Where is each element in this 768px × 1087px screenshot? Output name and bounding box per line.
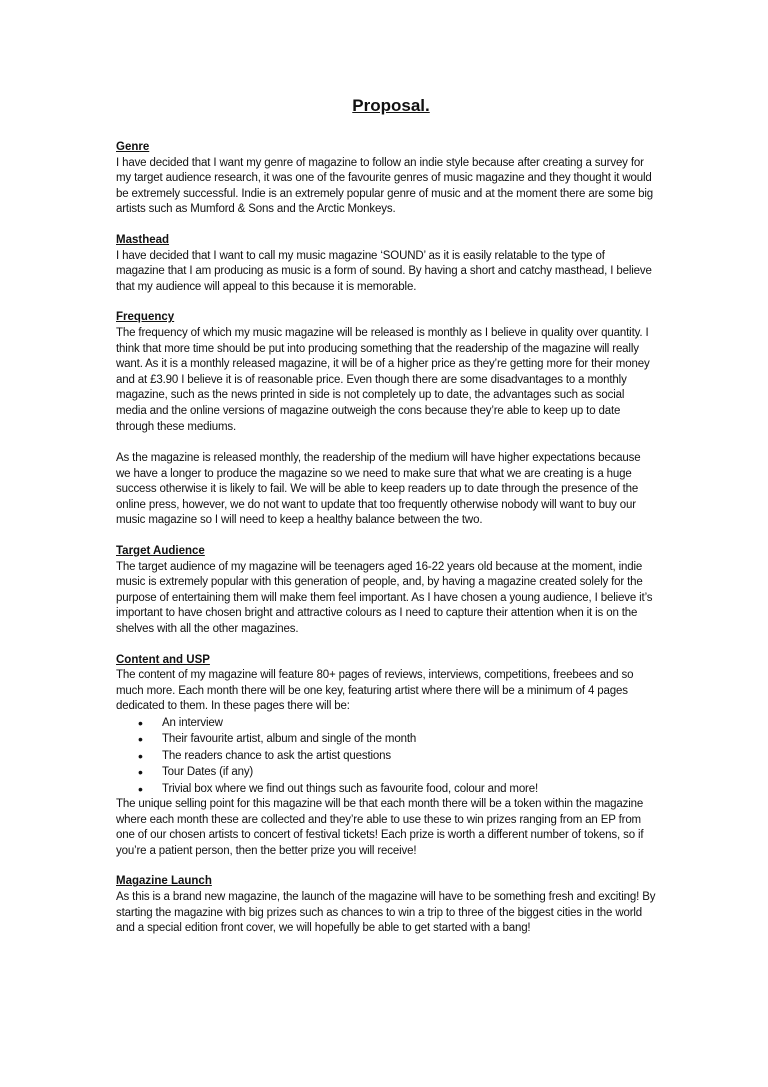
list-item: • Their favourite artist, album and single of the month	[138, 731, 656, 747]
section-heading-magazine-launch: Magazine Launch	[116, 875, 212, 888]
content-bullet-list	[116, 715, 656, 797]
list-item: • Trivial box where we find out things such as favourite food, colour and more!	[138, 781, 656, 797]
section-magazine-launch	[116, 874, 656, 936]
section-frequency	[116, 310, 656, 529]
target-audience-paragraph: The target audience of my magazine will be teenagers aged 16-22 years old because at the moment, indie music is extremely popular with this generation of people, and, by having a magazine created solely for the purpose of entertaining them will make them feel important. As I have chosen a young audience, I believe it’s important to have chosen bright and attractive colours as I need to capture their attention when it is on the shelves with all the other magazines.	[116, 560, 653, 636]
content-usp-intro: The content of my magazine will feature 80+ pages of reviews, interviews, competitions, freebees and so much more. Each month there will be one key, featuring artist where there will be a minimum of 4 pages dedicated to them. In these pages there will be:	[116, 669, 634, 713]
section-heading-masthead: Masthead	[116, 233, 170, 246]
list-item: • Tour Dates (if any)	[138, 764, 656, 780]
document-title: Proposal.	[352, 96, 430, 115]
section-genre	[116, 140, 656, 218]
masthead-paragraph: I have decided that I want to call my music magazine ‘SOUND’ as it is easily relatable to the type of magazine that I am producing as music is a form of sound. By having a short and catchy masthead, I believe that my audience will appeal to this because it is memorable.	[116, 249, 652, 293]
section-target-audience	[116, 544, 656, 638]
section-heading-target-audience: Target Audience	[116, 545, 205, 558]
content-usp-outro: The unique selling point for this magazine will be that each month there will be a token within the magazine where each month these are collected and they’re able to use these to win prizes ranging from an EP from one of our chosen artists to concert of festival tickets! Each prize is worth a different number of tokens, so if you’re a patient person, then the better prize you will receive!	[116, 798, 644, 857]
section-content-usp	[116, 653, 656, 860]
list-item: • The readers chance to ask the artist questions	[138, 748, 656, 764]
section-heading-frequency: Frequency	[116, 311, 175, 324]
list-item: • An interview	[138, 715, 656, 731]
genre-paragraph: I have decided that I want my genre of magazine to follow an indie style because after creating a survey for my target audience research, it was one of the favourite genres of music magazine and they thought it would be extremely successful. Indie is an extremely popular genre of music and at the moment there are some big artists such as Mumford & Sons and the Arctic Monkeys.	[116, 156, 654, 216]
section-heading-genre: Genre	[116, 141, 150, 153]
document-page	[116, 96, 656, 952]
magazine-launch-paragraph: As this is a brand new magazine, the launch of the magazine will have to be something fresh and exciting! By starting the magazine with big prizes such as chances to win a trip to three of the biggest cities in the world and a special edition front cover, we will hopefully be able to get started with a bang!	[116, 891, 656, 935]
section-heading-content-usp: Content and USP	[116, 653, 210, 666]
section-masthead	[116, 233, 656, 295]
frequency-paragraph-1: The frequency of which my music magazine will be released is monthly as I believe in quality over quantity. I think that more time should be put into producing something that the readership of the magazine will really want. As it is a monthly released magazine, it will be of a higher price as they’re getting more for their money and at £3.90 I believe it is of reasonable price. Even though there are some disadvantages to a monthly magazine, such as the news printed in side is not completely up to date, the advantages such as social media and the online versions of magazine outweigh the cons because they’re able to keep up to date through these mediums.	[116, 326, 650, 433]
frequency-paragraph-2: As the magazine is released monthly, the readership of the medium will have higher expectations because we have a longer to produce the magazine so we need to make sure that what we are creating is a huge success otherwise it is likely to fail. We will be able to keep readers up to date through the presence of the online press, however, we do not want to update that too frequently otherwise nobody will want to buy our music magazine so I will need to keep a healthy balance between the two.	[116, 452, 641, 527]
